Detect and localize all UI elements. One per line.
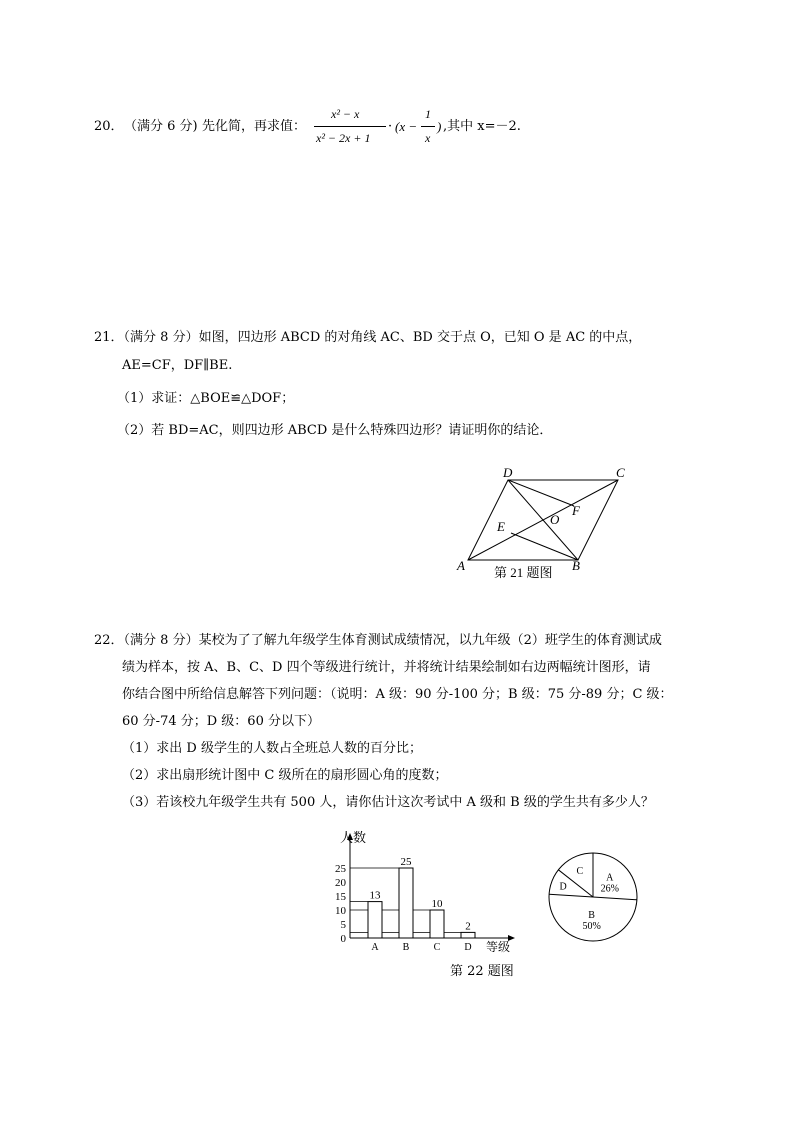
question-21-line2: AE=CF，DF∥BE. xyxy=(122,358,233,373)
multiply-dot: · xyxy=(388,119,393,134)
label-c: C xyxy=(616,465,625,480)
label-e: E xyxy=(497,519,505,534)
fraction-bar xyxy=(314,126,386,127)
y-tick-label: 10 xyxy=(335,905,346,917)
x-tick-label: B xyxy=(402,942,410,953)
segment-df xyxy=(508,480,574,506)
x-tick-label: A xyxy=(371,942,379,953)
pie-chart xyxy=(545,850,645,945)
question-20-text: 先化简，再求值： xyxy=(202,119,307,134)
question-22-line1: 22．（满分 8 分）某校为了了解九年级学生体育测试成绩情况，以九年级（2）班学生的体育测试成 xyxy=(94,633,662,648)
slice-value-a: 26% xyxy=(600,883,619,895)
bar-b xyxy=(399,868,413,938)
question-22-line3: 你结合图中所给信息解答下列问题：（说明：A 级：90 分-100 分；B 级：75 分-89 分；C 级： xyxy=(122,687,673,702)
slice-label-a: A xyxy=(606,872,614,884)
data-label: 10 xyxy=(431,898,443,910)
bar-a xyxy=(368,902,382,938)
y-tick-label: 5 xyxy=(340,919,346,931)
label-f: F xyxy=(572,503,580,518)
bar-d xyxy=(461,932,475,938)
bar-c xyxy=(430,910,444,938)
y-axis-label: 人数 xyxy=(340,830,367,845)
data-label: 2 xyxy=(465,920,471,933)
fraction-numerator: x² − x xyxy=(331,107,360,121)
label-b: B xyxy=(572,558,580,573)
label-o: O xyxy=(550,512,560,527)
inner-fraction-bar xyxy=(421,126,435,127)
data-label: 25 xyxy=(400,856,412,868)
question-21-part1: （1）求证：△BOE≌△DOF； xyxy=(117,391,295,406)
fraction-denominator: x² − 2x + 1 xyxy=(316,131,371,145)
slice-label-b: B xyxy=(588,909,595,921)
slice-label-c: C xyxy=(576,866,584,878)
question-22-line4: 60 分-74 分；D 级：60 分以下） xyxy=(122,714,320,729)
bar-chart xyxy=(325,825,525,955)
question-22-part2: （2）求出扇形统计图中 C 级所在的扇形圆心角的度数； xyxy=(122,768,448,783)
x-axis-label: 等级 xyxy=(486,940,511,954)
segment-be xyxy=(511,533,578,560)
question-20-score: （满分 6 分) xyxy=(124,119,198,134)
question-21-line1: 21．（满分 8 分）如图，四边形 ABCD 的对角线 AC、BD 交于点 O，已知 O 是 AC 的中点， xyxy=(94,330,642,345)
question-22-part3: （3）若该校九年级学生共有 500 人，请你估计这次考试中 A 级和 B 级的学生共有多少人？ xyxy=(122,795,654,810)
paren-close: ) xyxy=(437,119,442,134)
y-tick-label: 15 xyxy=(335,891,346,903)
figure-21 xyxy=(450,462,640,582)
label-d: D xyxy=(503,465,513,480)
figure-22-caption: 第 22 题图 xyxy=(450,964,514,979)
x-tick-label: C xyxy=(433,942,441,953)
data-label: 13 xyxy=(369,889,381,902)
y-tick-label: 20 xyxy=(335,877,346,889)
y-tick-label: 0 xyxy=(340,933,346,945)
figure-21-caption: 第 21 题图 xyxy=(494,565,553,580)
inner-denominator: x xyxy=(425,131,431,145)
inner-numerator: 1 xyxy=(425,107,431,121)
paren-open: (x − xyxy=(395,119,418,134)
x-tick-label: D xyxy=(464,942,472,953)
label-a: A xyxy=(457,558,465,573)
slice-value-b: 50% xyxy=(582,920,601,932)
slice-label-d: D xyxy=(559,881,567,893)
diagonal-bd xyxy=(508,480,578,560)
question-20-tail: ,其中 x=－2. xyxy=(443,119,521,134)
question-21-part2: （2）若 BD=AC，则四边形 ABCD 是什么特殊四边形？请证明你的结论． xyxy=(117,423,553,438)
question-20-number: 20． xyxy=(94,119,124,134)
question-22-line2: 绩为样本，按 A、B、C、D 四个等级进行统计，并将统计结果绘制如右边两幅统计图形，请 xyxy=(122,660,651,675)
question-22-part1: （1）求出 D 级学生的人数占全班总人数的百分比； xyxy=(122,741,422,756)
y-tick-label: 25 xyxy=(335,863,346,875)
